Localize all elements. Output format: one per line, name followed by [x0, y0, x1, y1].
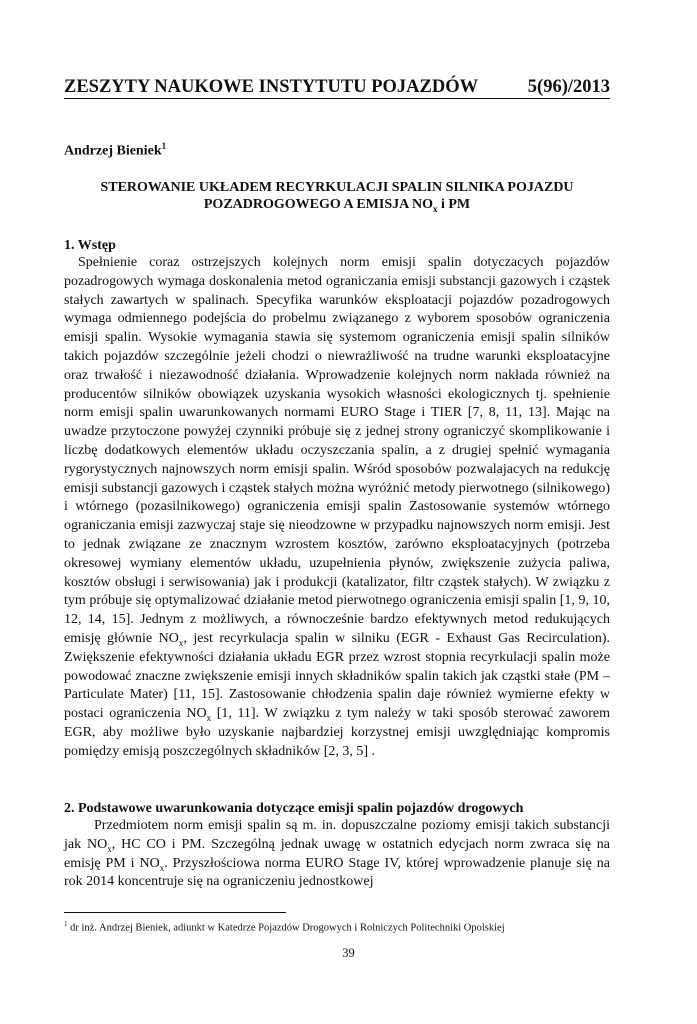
- journal-issue: 5(96)/2013: [527, 77, 610, 97]
- title-line-1: STEROWANIE UKŁADEM RECYRKULACJI SPALIN SILNIKA POJAZDU: [100, 180, 574, 195]
- author-name: Andrzej Bieniek$^1$: [64, 141, 167, 159]
- footnote-mark: 1: [64, 920, 68, 928]
- footnote-separator: [64, 912, 286, 913]
- article-title: [64, 179, 610, 218]
- section-1-heading: 1. Wstęp: [64, 238, 116, 253]
- section-2-paragraph: Przedmiotem norm emisji spalin są m. in. dopuszczalne poziomy emisji takich substancji jak $NO_x$, HC CO i PM. Szczególną jednak uwagę w ostatnich edycjach norm zwraca się na emisję PM i $NO_x$. Przyszłościowa norma EURO Stage IV, której wprowadzenie planuje się na rok 2014 koncentruje się na ograniczeniu jednostkowej: [64, 818, 611, 890]
- section-1-paragraph: Spełnienie coraz ostrzejszych kolejnych norm emisji spalin dotyczacych pojazdów pozadrogowych wymaga doskonalenia metod ograniczania emisji substancji gazowych i cząstek stałych zawartych w spalinach. Specyfika warunków eksploatacji pojazdów pozadrogowych wymaga odmiennego podejścia do probelmu związanego z wyborem sposobów ograniczenia emisji spalin. Wysokie wymagania stawia się systemom ograniczenia emisji spalin silników takich pojazdów szczególnie jeżeli chodzi o niewrażliwość na trudne warunki eksploatacyjne oraz trwałość i niezawodność działania. Wprowadzenie kolejnych norm nakłada również na producentów silników obowiązek uzyskania wysokich własności ekologicznych tj. spełnienie norm emisji spalin uwarunkowanych normami EURO Stage i TIER [7, 8, 11, 13]. Mając na uwadze przytoczone powyżej czynniki próbuje się z jednej strony ograniczyć skomplikowanie i liczbę dodatkowych elementów układu oczyszczania spalin, a z drugiej spełnić wymagania rygorystycznych najnowszych norm emisji spalin. Wśród sposobów pozwalajacych na redukcję emisji substancji gazowych i cząstek stałych można wyróżnić metody pierwotnego (silnikowego) i wtórnego (pozasilnikowego) ograniczenia emisji spalin Zastosowanie systemów wtórnego ograniczania emisji zazwyczaj staje się nieodzowne w przypadku najnowszych norm emisji. Jest to jednak związane ze znacznym wzrostem kosztów, zarówno eksploatacyjnych (potrzeba okresowej wymiany elementów układu, uzupełnienia płynów, zwiększenie zużycia paliwa, kosztów obsługi i serwisowania) jak i produkcji (katalizator, filtr cząstek stałych). W związku z tym próbuje się optymalizować działanie metod pierwotnego ograniczenia emisji spalin [1, 9, 10, 12, 14, 15]. Jednym z możliwych, a równocześnie bardzo efektywnych metod redukujących emisję głównie $NO_x$, jest recyrkulacja spalin w silniku (EGR - Exhaust Gas Recirculation). Zwiększenie efektywności działania układu EGR przez wzrost stopnia recyrkulacji spalin może powodować znaczne zwiększenie emisji innych składników spalin takich jak cząstki stałe (PM – Particulate Mater) [11, 15]. Zastosowanie chłodzenia spalin daje również wymierne efekty w postaci ograniczenia $NO_x$ [1, 11]. W związku z tym należy w taki sposób sterować zaworem EGR, aby możliwe było uzyskanie najbardziej korzystnej emisji uwzględniając kompromis pomiędzy emisją poszczególnych składników [2, 3, 5] .: [64, 255, 611, 759]
- title-line-2: POZADROGOWEGO A EMISJA $NO_x$ i PM: [203, 197, 471, 214]
- journal-header: [64, 76, 610, 99]
- journal-title: ZESZYTY NAUKOWE INSTYTUTU POJAZDÓW: [64, 77, 479, 97]
- page-number: 39: [342, 946, 355, 960]
- author-footnote-mark: 1: [161, 141, 167, 151]
- section-2-heading: 2. Podstawowe uwarunkowania dotyczące emisji spalin pojazdów drogowych: [64, 801, 524, 816]
- footnote: $^1$ dr inż. Andrzej Bieniek, adiunkt w Katedrze Pojazdów Drogowych i Rolniczych Politechniki Opolskiej: [64, 920, 505, 934]
